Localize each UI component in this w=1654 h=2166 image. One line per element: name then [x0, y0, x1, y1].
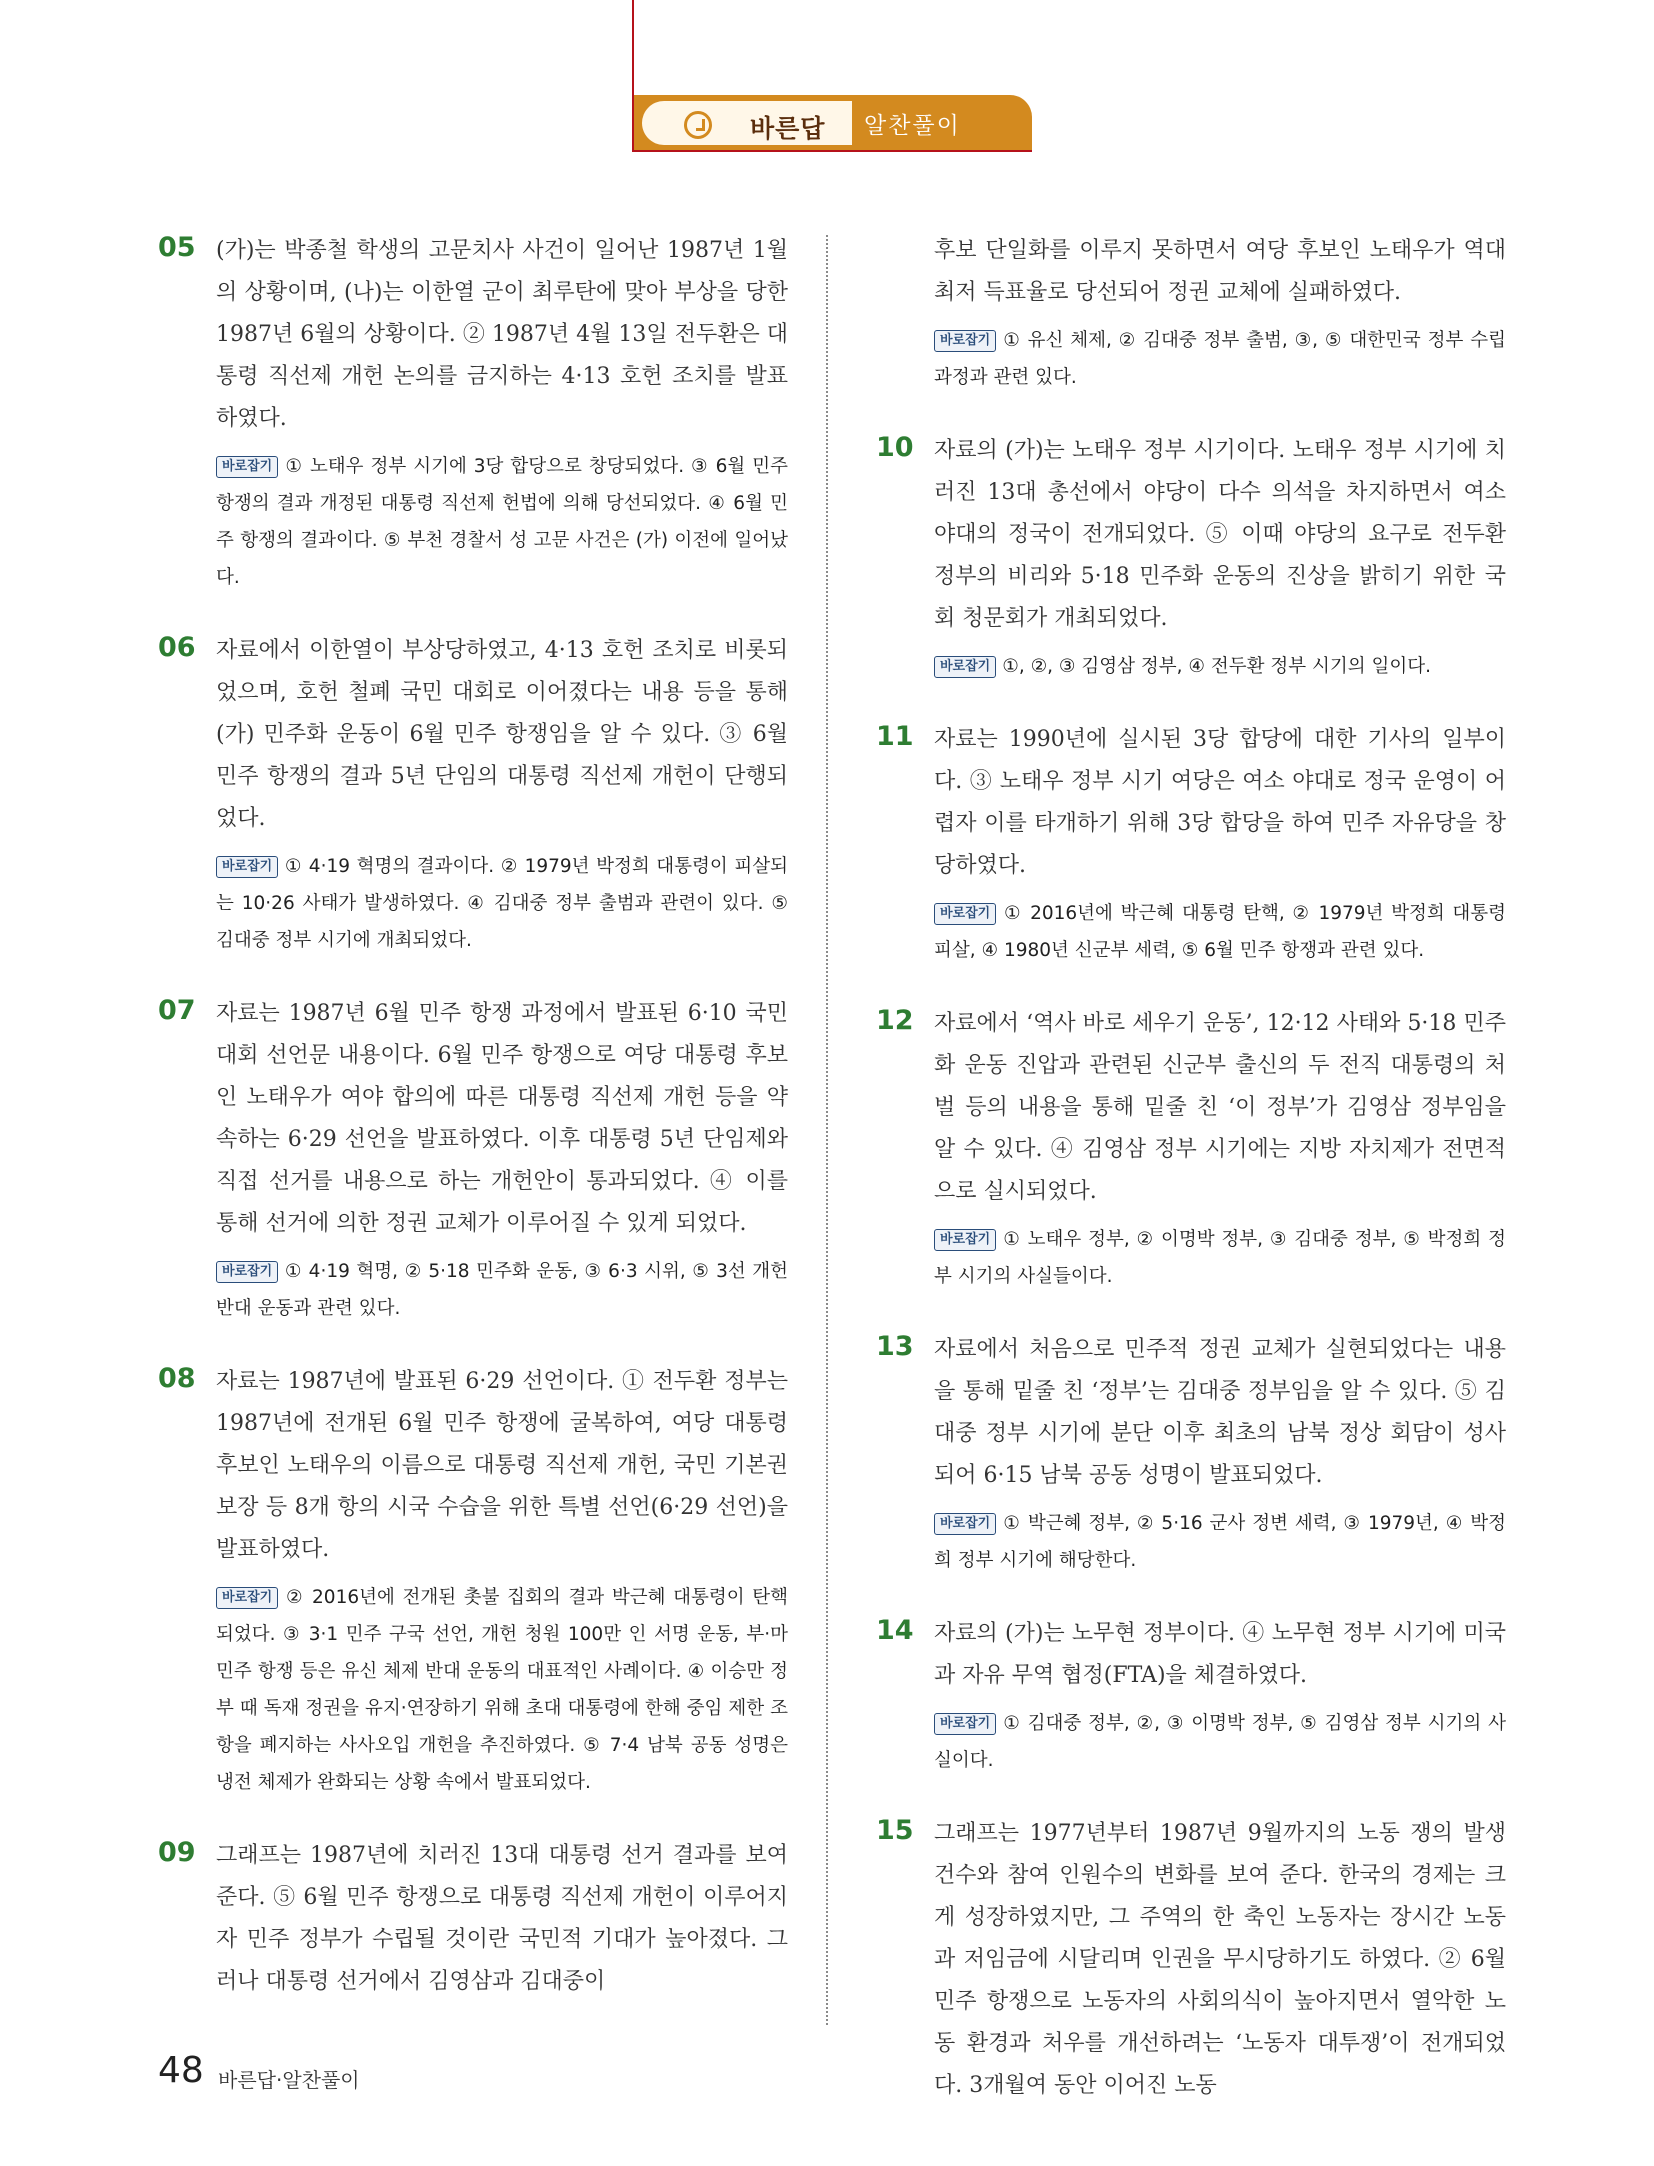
correction-badge: 바로잡기: [934, 1229, 996, 1251]
answer-explanation: 자료의 (가)는 노무현 정부이다. ④ 노무현 정부 시기에 미국과 자유 무역 협정(FTA)을 체결하였다.: [934, 1621, 1506, 1688]
correction-badge: 바로잡기: [216, 456, 278, 478]
column-divider: [826, 235, 828, 2025]
correction-note: [216, 1579, 788, 1801]
correction-note: [216, 448, 788, 596]
question-number: 06: [158, 632, 196, 663]
correction-note: [934, 322, 1506, 396]
answer-explanation: (가)는 박종철 학생의 고문치사 사건이 일어난 1987년 1월의 상황이며, (나)는 이한열 군이 최루탄에 맞아 부상을 당한 1987년 6월의 상황이다. ② 1987년 4월 13일 전두환은 대통령 직선제 개헌 논의를 금지하는 4·13 호헌 조치를 발표하였다.: [216, 238, 788, 431]
clock-icon: [684, 111, 712, 139]
correction-text: ① 노태우 정부, ② 이명박 정부, ③ 김대중 정부, ⑤ 박정희 정부 시기의 사실들이다.: [934, 1229, 1506, 1287]
question-number: 10: [876, 432, 914, 463]
correction-text: ① 박근혜 정부, ② 5·16 군사 정변 세력, ③ 1979년, ④ 박정희 정부 시기에 해당한다.: [934, 1513, 1506, 1571]
question-number: 13: [876, 1331, 914, 1362]
left-column: [158, 230, 788, 2037]
question-number: 12: [876, 1005, 914, 1036]
correction-text: ① 2016년에 박근혜 대통령 탄핵, ② 1979년 박정희 대통령 피살, ④ 1980년 신군부 세력, ⑤ 6월 민주 항쟁과 관련 있다.: [934, 903, 1506, 961]
answer-explanation: 후보 단일화를 이루지 못하면서 여당 후보인 노태우가 역대 최저 득표율로 당선되어 정권 교체에 실패하였다.: [934, 238, 1506, 305]
correction-text: ① 김대중 정부, ②, ③ 이명박 정부, ⑤ 김영삼 정부 시기의 사실이다.: [934, 1713, 1506, 1771]
question-number: 05: [158, 232, 196, 263]
question-number: 08: [158, 1363, 196, 1394]
answer-explanation: 자료는 1987년 6월 민주 항쟁 과정에서 발표된 6·10 국민 대회 선언문 내용이다. 6월 민주 항쟁으로 여당 대통령 후보인 노태우가 여야 합의에 따른 대통령 직선제 개헌 등을 약속하는 6·29 선언을 발표하였다. 이후 대통령 5년 단임제와 직접 선거를 내용으로 하는 개헌안이 통과되었다. ④ 이를 통해 선거에 의한 정권 교체가 이루어질 수 있게 되었다.: [216, 1001, 788, 1236]
correction-note: [216, 848, 788, 959]
answer-explanation: 그래프는 1987년에 치러진 13대 대통령 선거 결과를 보여 준다. ⑤ 6월 민주 항쟁으로 대통령 직선제 개헌이 이루어지자 민주 정부가 수립될 것이란 국민적 기대가 높아졌다. 그러나 대통령 선거에서 김영삼과 김대중이: [216, 1843, 788, 1994]
correction-note: [934, 895, 1506, 969]
correction-badge: 바로잡기: [934, 656, 996, 678]
question-number: 07: [158, 995, 196, 1026]
answer-explanation: 자료는 1987년에 발표된 6·29 선언이다. ① 전두환 정부는 1987년에 전개된 6월 민주 항쟁에 굴복하여, 여당 대통령 후보인 노태우의 이름으로 대통령 직선제 개헌, 국민 기본권 보장 등 8개 항의 시국 수습을 위한 특별 선언(6·29 선언)을 발표하였다.: [216, 1369, 788, 1562]
answer-item: [876, 1813, 1506, 2107]
question-number: 14: [876, 1615, 914, 1646]
correction-badge: 바로잡기: [934, 903, 996, 925]
correction-text: ① 4·19 혁명, ② 5·18 민주화 운동, ③ 6·3 시위, ⑤ 3선 개헌 반대 운동과 관련 있다.: [216, 1261, 788, 1319]
question-number: 11: [876, 721, 914, 752]
answer-explanation: 자료에서 ‘역사 바로 세우기 운동’, 12·12 사태와 5·18 민주화 운동 진압과 관련된 신군부 출신의 두 전직 대통령의 처벌 등의 내용을 통해 밑줄 친 ‘이 정부’가 김영삼 정부임을 알 수 있다. ④ 김영삼 정부 시기에는 지방 자치제가 전면적으로 실시되었다.: [934, 1011, 1506, 1204]
correction-text: ① 노태우 정부 시기에 3당 합당으로 창당되었다. ③ 6월 민주 항쟁의 결과 개정된 대통령 직선제 헌법에 의해 당선되었다. ④ 6월 민주 항쟁의 결과이다. ⑤ 부천 경찰서 성 고문 사건은 (가) 이전에 일어났다.: [216, 456, 788, 588]
answer-item: [158, 993, 788, 1327]
question-number: 09: [158, 1837, 196, 1868]
header-subtitle: 알찬풀이: [864, 113, 961, 139]
answer-explanation: 그래프는 1977년부터 1987년 9월까지의 노동 쟁의 발생 건수와 참여 인원수의 변화를 보여 준다. 한국의 경제는 크게 성장하였지만, 그 주역의 한 축인 노동자는 장시간 노동과 저임금에 시달리며 인권을 무시당하기도 하였다. ② 6월 민주 항쟁으로 노동자의 사회의식이 높아지면서 열악한 노동 환경과 처우를 개선하려는 ‘노동자 대투쟁’이 전개되었다. 3개월여 동안 이어진 노동: [934, 1821, 1506, 2098]
answer-item: [876, 1003, 1506, 1295]
answer-explanation: 자료에서 이한열이 부상당하였고, 4·13 호헌 조치로 비롯되었으며, 호헌 철폐 국민 대회로 이어졌다는 내용 등을 통해 (가) 민주화 운동이 6월 민주 항쟁임을 알 수 있다. ③ 6월 민주 항쟁의 결과 5년 단임의 대통령 직선제 개헌이 단행되었다.: [216, 638, 788, 831]
correction-text: ① 유신 체제, ② 김대중 정부 출범, ③, ⑤ 대한민국 정부 수립 과정과 관련 있다.: [934, 330, 1506, 388]
correction-note: [934, 1705, 1506, 1779]
answer-item: [158, 630, 788, 959]
header-rule: [632, 0, 634, 95]
correction-badge: 바로잡기: [934, 330, 996, 352]
correction-badge: 바로잡기: [216, 1587, 278, 1609]
correction-badge: 바로잡기: [216, 856, 278, 878]
header-tab: [632, 95, 1032, 152]
answer-explanation: 자료의 (가)는 노태우 정부 시기이다. 노태우 정부 시기에 치러진 13대 총선에서 야당이 다수 의석을 차지하면서 여소 야대의 정국이 전개되었다. ⑤ 이때 야당의 요구로 전두환 정부의 비리와 5·18 민주화 운동의 진상을 밝히기 위한 국회 청문회가 개최되었다.: [934, 438, 1506, 631]
answer-item: [876, 719, 1506, 969]
question-number: 15: [876, 1815, 914, 1846]
correction-note: [934, 648, 1506, 685]
correction-note: [216, 1253, 788, 1327]
header-tab-label-area: [642, 101, 852, 145]
right-column: [876, 230, 1506, 2141]
answer-item: [158, 1361, 788, 1801]
correction-text: ①, ②, ③ 김영삼 정부, ④ 전두환 정부 시기의 일이다.: [1002, 656, 1431, 677]
correction-text: ① 4·19 혁명의 결과이다. ② 1979년 박정희 대통령이 피살되는 10·26 사태가 발생하였다. ④ 김대중 정부 출범과 관련이 있다. ⑤ 김대중 정부 시기에 개최되었다.: [216, 856, 788, 951]
answer-item: [158, 230, 788, 596]
page-number: 48: [158, 2050, 204, 2091]
correction-badge: 바로잡기: [934, 1713, 996, 1735]
answer-item: [876, 230, 1506, 396]
answer-explanation: 자료에서 처음으로 민주적 정권 교체가 실현되었다는 내용을 통해 밑줄 친 ‘정부’는 김대중 정부임을 알 수 있다. ⑤ 김대중 정부 시기에 분단 이후 최초의 남북 정상 회담이 성사되어 6·15 남북 공동 성명이 발표되었다.: [934, 1337, 1506, 1488]
correction-badge: 바로잡기: [216, 1261, 278, 1283]
answer-item: [876, 1613, 1506, 1779]
answer-item: [158, 1835, 788, 2003]
correction-badge: 바로잡기: [934, 1513, 996, 1535]
correction-note: [934, 1505, 1506, 1579]
footer-book-title: 바른답·알찬풀이: [218, 2068, 360, 2092]
answer-explanation: 자료는 1990년에 실시된 3당 합당에 대한 기사의 일부이다. ③ 노태우 정부 시기 여당은 여소 야대로 정국 운영이 어렵자 이를 타개하기 위해 3당 합당을 하여 민주 자유당을 창당하였다.: [934, 727, 1506, 878]
answer-item: [876, 430, 1506, 685]
header-title: 바른답: [750, 114, 826, 143]
correction-text: ② 2016년에 전개된 촛불 집회의 결과 박근혜 대통령이 탄핵되었다. ③ 3·1 민주 구국 선언, 개헌 청원 100만 인 서명 운동, 부·마 민주 항쟁 등은 유신 체제 반대 운동의 대표적인 사례이다. ④ 이승만 정부 때 독재 정권을 유지·연장하기 위해 초대 대통령에 한해 중임 제한 조항을 폐지하는 사사오입 개헌을 추진하였다. ⑤ 7·4 남북 공동 성명은 냉전 체제가 완화되는 상황 속에서 발표되었다.: [216, 1587, 788, 1793]
answer-item: [876, 1329, 1506, 1579]
correction-note: [934, 1221, 1506, 1295]
